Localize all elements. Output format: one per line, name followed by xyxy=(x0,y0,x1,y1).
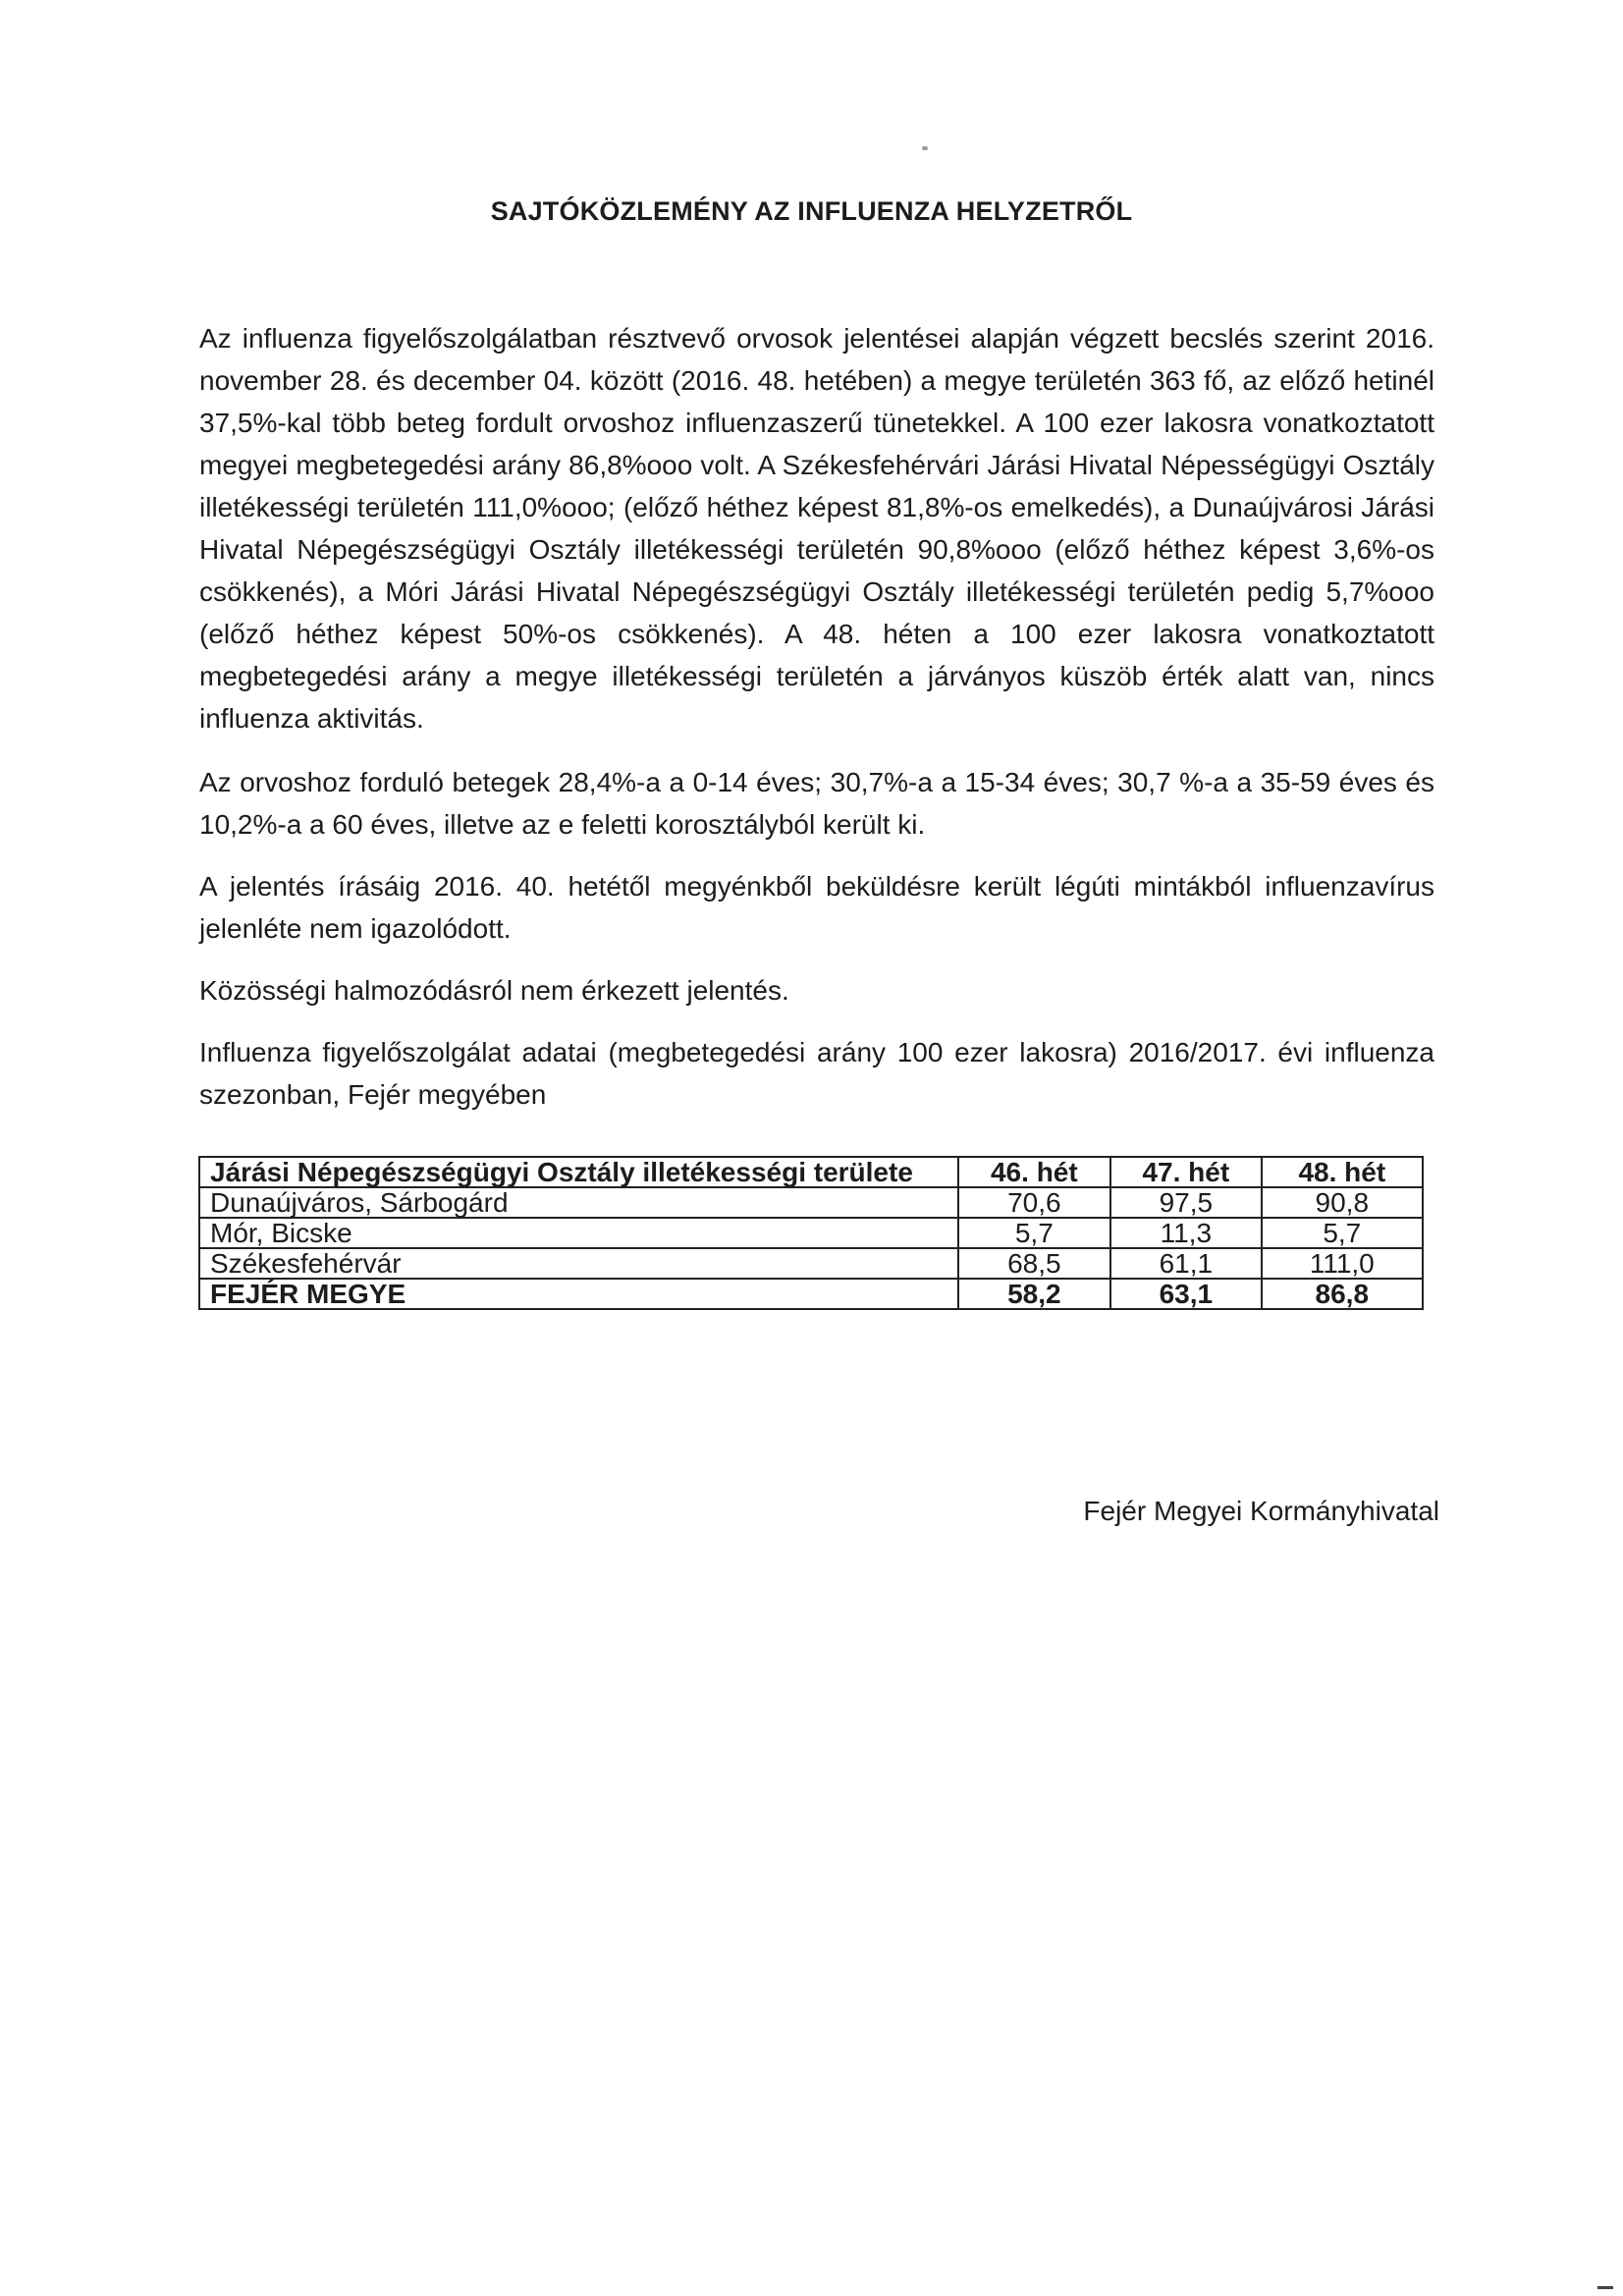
scan-speck xyxy=(922,146,928,150)
paragraph-community: Közösségi halmozódásról nem érkezett jelentés. xyxy=(199,975,789,1006)
table-header-cell: 48. hét xyxy=(1262,1157,1423,1187)
table-cell: 111,0 xyxy=(1262,1248,1423,1279)
table-cell: 90,8 xyxy=(1262,1187,1423,1218)
paragraph-estimate: Az influenza figyelőszolgálatban résztvevő orvosok jelentései alapján végzett becslés szerint 2016. november 28. és december 04. között (2016. 48. hetében) a megye területén 363 fő, az előző hetinél 37,5%-kal több beteg fordult orvoshoz influenzaszerű tünetekkel. A 100 ezer lakosra vonatkoztatott megyei megbetegedési arány 86,8%ooo volt. A Székesfehérvári Járási Hivatal Népességügyi Osztály illetékességi területén 111,0%ooo; (előző héthez képest 81,8%-os emelkedés), a Dunaújvárosi Járási Hivatal Népegészségügyi Osztály illetékességi területén 90,8%ooo (előző héthez képest 3,6%-os csökkenés), a Móri Járási Hivatal Népegészségügyi Osztály illetékességi területén pedig 5,7%ooo (előző héthez képest 50%-os csökkenés). A 48. héten a 100 ezer lakosra vonatkoztatott megbetegedési arány a megye illetékességi területén a járványos küszöb érték alatt van, nincs influenza aktivitás. xyxy=(199,323,1434,734)
paragraph-samples: A jelentés írásáig 2016. 40. hetétől megyénkből beküldésre került légúti mintákból influenzavírus jelenléte nem igazolódott. xyxy=(199,871,1434,944)
table-cell: Dunaújváros, Sárbogárd xyxy=(199,1187,958,1218)
table-header-cell: 47. hét xyxy=(1110,1157,1262,1187)
table-cell: Székesfehérvár xyxy=(199,1248,958,1279)
table-row xyxy=(199,1187,1423,1218)
scan-mark xyxy=(1597,2286,1613,2289)
document-body xyxy=(199,317,1434,1135)
table-cell: 11,3 xyxy=(1110,1218,1262,1248)
incidence-table xyxy=(198,1156,1424,1310)
table-cell: 63,1 xyxy=(1110,1279,1262,1309)
table-cell: 97,5 xyxy=(1110,1187,1262,1218)
table-cell: 58,2 xyxy=(958,1279,1110,1309)
table-header-row xyxy=(199,1157,1423,1187)
document-title: SAJTÓKÖZLEMÉNY AZ INFLUENZA HELYZETRŐL xyxy=(490,196,1133,226)
table-cell: 68,5 xyxy=(958,1248,1110,1279)
table-header-cell: Járási Népegészségügyi Osztály illetékességi területe xyxy=(199,1157,958,1187)
table-cell: 5,7 xyxy=(1262,1218,1423,1248)
paragraph-age-groups: Az orvoshoz forduló betegek 28,4%-a a 0-14 éves; 30,7%-a a 15-34 éves; 30,7 %-a a 35-59 éves és 10,2%-a a 60 éves, illetve az e feletti korosztályból került ki. xyxy=(199,767,1434,840)
table-row xyxy=(199,1218,1423,1248)
table-cell: FEJÉR MEGYE xyxy=(199,1279,958,1309)
table-cell: Mór, Bicske xyxy=(199,1218,958,1248)
table-total-row xyxy=(199,1279,1423,1309)
signature: Fejér Megyei Kormányhivatal xyxy=(1083,1496,1439,1526)
table-cell: 61,1 xyxy=(1110,1248,1262,1279)
table-row xyxy=(199,1248,1423,1279)
table-cell: 5,7 xyxy=(958,1218,1110,1248)
table-cell: 86,8 xyxy=(1262,1279,1423,1309)
paragraph-table-caption: Influenza figyelőszolgálat adatai (megbetegedési arány 100 ezer lakosra) 2016/2017. évi influenza szezonban, Fejér megyében xyxy=(199,1037,1434,1110)
table-header-cell: 46. hét xyxy=(958,1157,1110,1187)
table-cell: 70,6 xyxy=(958,1187,1110,1218)
